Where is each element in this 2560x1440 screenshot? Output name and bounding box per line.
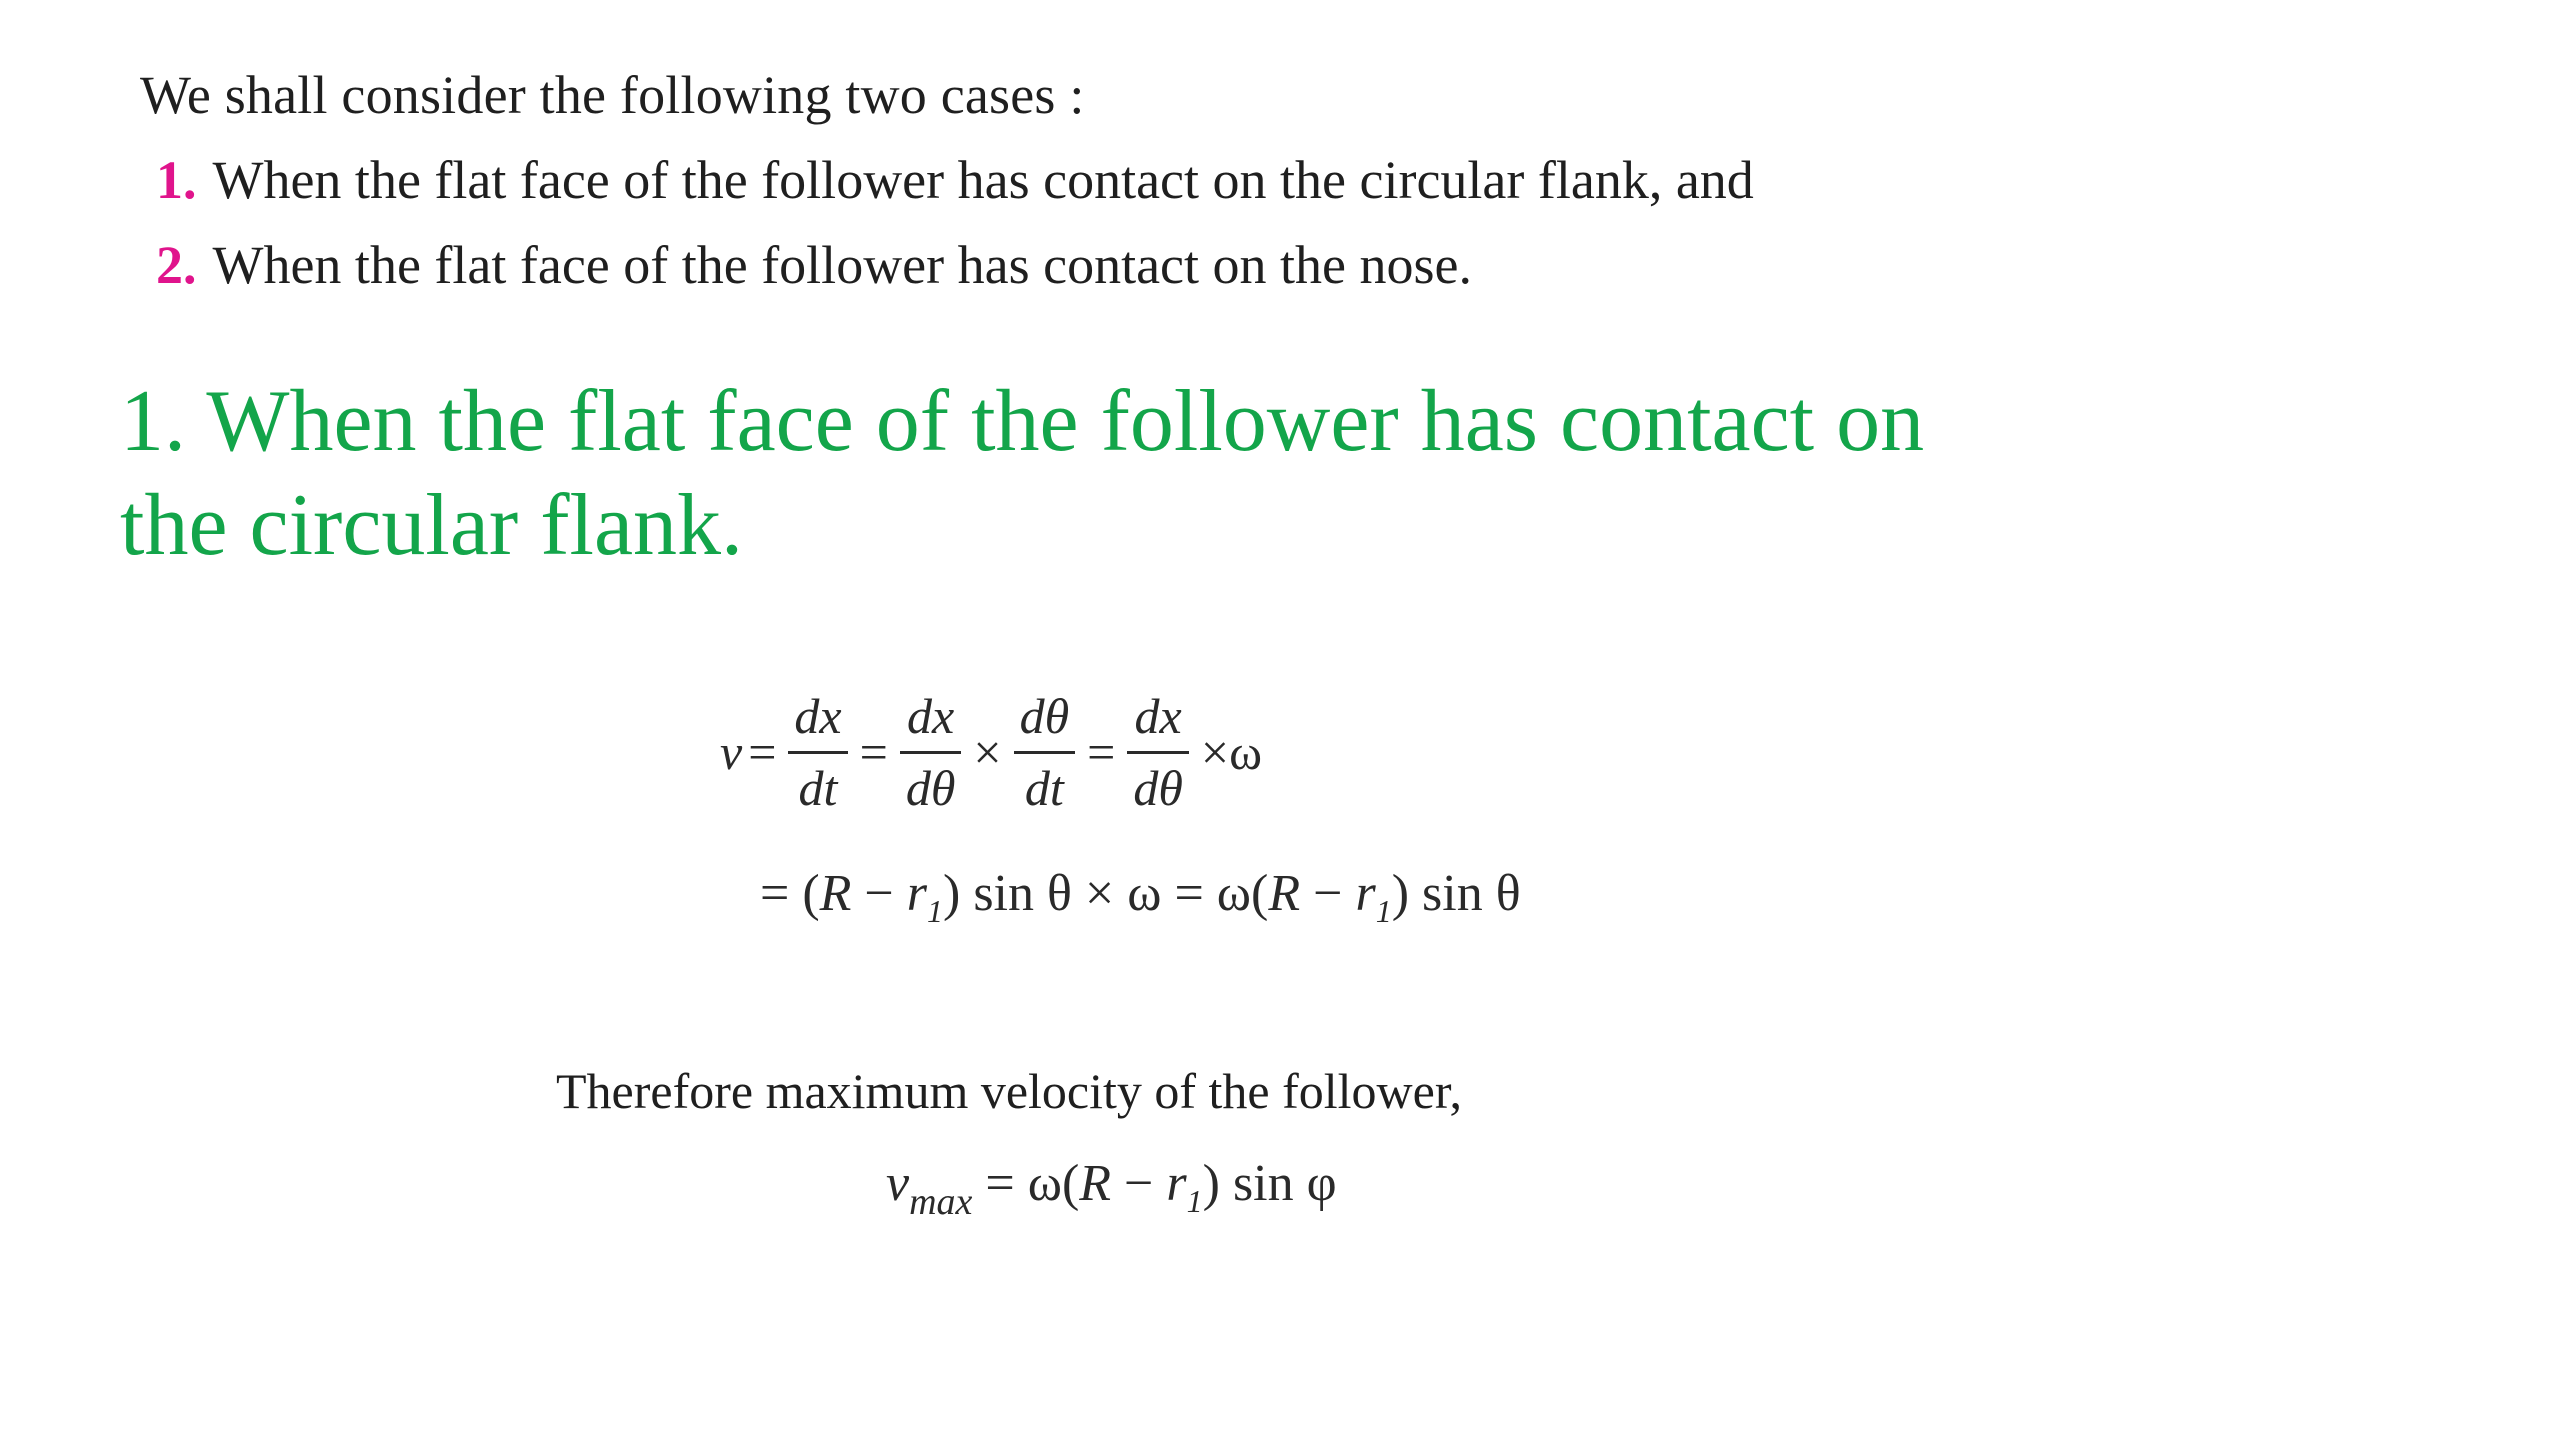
- case-item-2: [156, 235, 1472, 295]
- frac3-numerator: dθ: [1019, 688, 1070, 744]
- eq2-R-2: R: [1268, 865, 1301, 922]
- eq3-r-sub: 1: [1186, 1183, 1203, 1219]
- frac3-bar: [1014, 751, 1076, 754]
- section-heading: 1. When the flat face of the follower has contact on the circular flank.: [120, 373, 1925, 574]
- velocity-equation-expanded: [760, 865, 1521, 929]
- frac1-denominator: dt: [798, 759, 838, 816]
- frac4-bar: [1127, 751, 1189, 754]
- eq1-equals-1: =: [748, 724, 777, 780]
- case-text-2: When the flat face of the follower has contact on the nose.: [212, 235, 1472, 295]
- eq2-r-sub-2: 1: [1375, 893, 1392, 929]
- frac2-bar: [900, 751, 962, 754]
- frac2-numerator: dx: [906, 688, 955, 744]
- eq2-part-c: ) sin θ: [1391, 865, 1521, 922]
- case-item-1: [156, 150, 1754, 210]
- eq2-r-2: r: [1355, 865, 1376, 922]
- fraction-dx-dt: [788, 690, 847, 814]
- case-text-1: When the flat face of the follower has contact on the circular flank, and: [212, 150, 1754, 210]
- frac1-numerator: dx: [794, 688, 842, 744]
- eq2-r-sub: 1: [927, 893, 943, 929]
- eq2-minus: −: [851, 865, 907, 922]
- eq1-equals-2: =: [859, 724, 888, 780]
- eq3-v-sub: max: [909, 1181, 973, 1223]
- frac2-denominator: dθ: [905, 759, 956, 816]
- eq3-r: r: [1166, 1155, 1187, 1212]
- fraction-dx-dtheta-2: [1127, 690, 1189, 814]
- frac3-denominator: dt: [1024, 759, 1064, 816]
- fraction-dtheta-dt: [1014, 690, 1076, 814]
- eq2-r: r: [906, 865, 927, 922]
- eq1-times: ×: [973, 724, 1002, 780]
- eq3-minus: −: [1111, 1155, 1167, 1212]
- eq3-part-a: = ω(: [972, 1155, 1080, 1212]
- eq2-minus-2: −: [1300, 865, 1356, 922]
- eq3-part-b: ) sin φ: [1202, 1155, 1337, 1212]
- eq3-v: v: [886, 1155, 910, 1212]
- eq2-part-b: ) sin θ × ω = ω(: [943, 865, 1269, 922]
- frac4-denominator: dθ: [1133, 759, 1183, 816]
- eq1-lhs: v: [720, 724, 743, 780]
- case-number-1: 1.: [156, 150, 197, 210]
- velocity-equation: [720, 690, 1268, 814]
- fraction-dx-dtheta: [900, 690, 962, 814]
- eq2-R: R: [819, 865, 852, 922]
- eq1-tail: ×ω: [1200, 724, 1263, 780]
- eq1-equals-3: =: [1087, 724, 1116, 780]
- eq3-R: R: [1079, 1155, 1112, 1212]
- intro-text: We shall consider the following two cases :: [140, 65, 1085, 125]
- frac1-bar: [788, 751, 847, 754]
- therefore-text: Therefore maximum velocity of the follower,: [556, 1063, 1463, 1119]
- case-number-2: 2.: [156, 235, 197, 295]
- frac4-numerator: dx: [1134, 688, 1182, 744]
- max-velocity-equation: [886, 1155, 1337, 1223]
- eq2-part-a: = (: [760, 865, 820, 922]
